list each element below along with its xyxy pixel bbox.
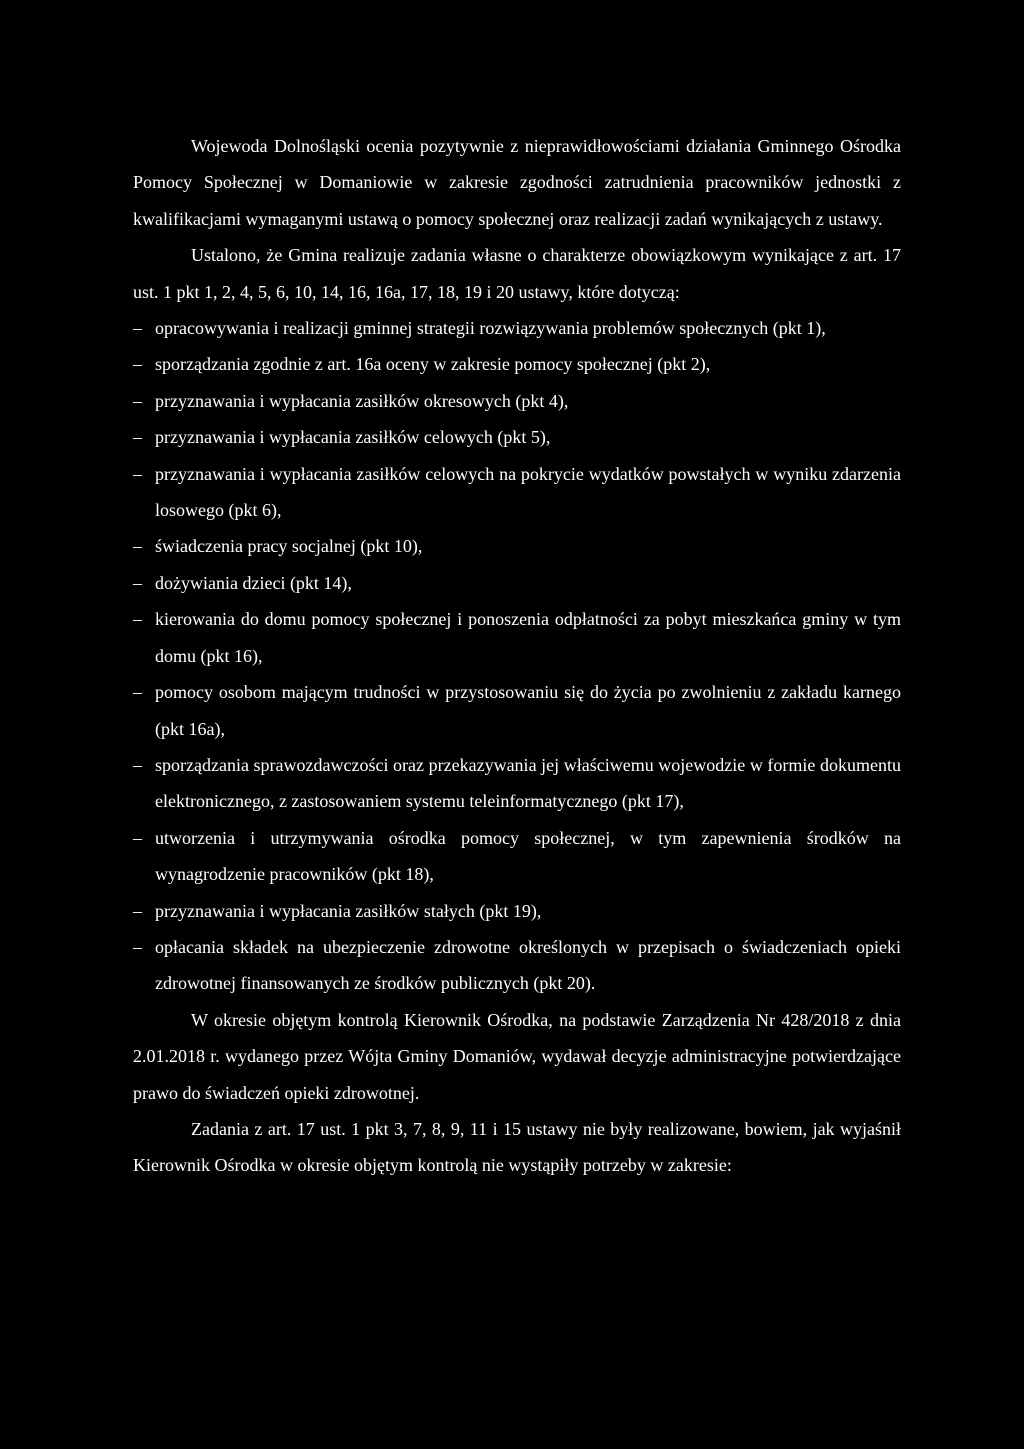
list-dash: – [133,900,142,921]
list-dash: – [133,609,142,630]
list-item [133,674,901,747]
list-dash: – [133,936,142,957]
list-item-text: przyznawania i wypłacania zasiłków stałych (pkt 19), [155,900,542,921]
list-item [133,820,901,893]
list-dash: – [133,572,142,593]
list-item-text: sporządzania sprawozdawczości oraz przekazywania jej właściwemu wojewodzie w formie dokumentu elektronicznego, z zastosowaniem systemu teleinformatycznego (pkt 17), [155,754,901,812]
list-item [133,346,901,382]
list-item [133,893,901,929]
document-page [133,128,901,1184]
list-dash: – [133,318,142,339]
list-dash: – [133,682,142,703]
list-item-text: świadczenia pracy socjalnej (pkt 10), [155,536,423,557]
paragraph-unrealized-tasks: Zadania z art. 17 ust. 1 pkt 3, 7, 8, 9, 11 i 15 ustawy nie były realizowane, bowiem, jak wyjaśnił Kierownik Ośrodka w okresie objętym kontrolą nie wystąpiły potrzeby w zakresie: [133,1118,901,1176]
task-list [133,310,901,1002]
list-item-text: utworzenia i utrzymywania ośrodka pomocy społecznej, w tym zapewnienia środków na wynagrodzenie pracowników (pkt 18), [155,827,901,885]
list-dash: – [133,390,142,411]
list-item-text: przyznawania i wypłacania zasiłków celowych (pkt 5), [155,427,551,448]
list-item-text: dożywiania dzieci (pkt 14), [155,572,352,593]
list-item-text: opłacania składek na ubezpieczenie zdrowotne określonych w przepisach o świadczeniach opieki zdrowotnej finansowanych ze środków publicznych (pkt 20). [155,936,901,994]
list-item-text: kierowania do domu pomocy społecznej i ponoszenia odpłatności za pobyt mieszkańca gminy w tym domu (pkt 16), [155,609,901,666]
list-dash: – [133,354,142,375]
paragraph-assessment: Wojewoda Dolnośląski ocenia pozytywnie z nieprawidłowościami działania Gminnego Ośrodka Pomocy Społecznej w Domaniowie w zakresie zgodności zatrudnienia pracowników jednostki z kwalifikacjami wymaganymi ustawą o pomocy społecznej oraz realizacji zadań wynikających z ustawy. [133,136,901,229]
list-item-text: przyznawania i wypłacania zasiłków celowych na pokrycie wydatków powstałych w wyniku zdarzenia losowego (pkt 6), [155,463,901,521]
list-item [133,565,901,601]
list-item [133,383,901,419]
list-dash: – [133,754,142,775]
list-item [133,310,901,346]
list-item [133,419,901,455]
list-item [133,528,901,564]
list-dash: – [133,827,142,848]
list-item [133,456,901,529]
list-item-text: przyznawania i wypłacania zasiłków okresowych (pkt 4), [155,390,569,411]
list-item-text: sporządzania zgodnie z art. 16a oceny w zakresie pomocy społecznej (pkt 2), [155,354,711,375]
list-item-text: pomocy osobom mającym trudności w przystosowaniu się do życia po zwolnieniu z zakładu karnego (pkt 16a), [155,682,901,739]
list-dash: – [133,536,142,557]
list-item [133,601,901,674]
list-item-text: opracowywania i realizacji gminnej strategii rozwiązywania problemów społecznych (pkt 1), [155,318,826,339]
paragraph-tasks-intro: Ustalono, że Gmina realizuje zadania własne o charakterze obowiązkowym wynikające z art. 17 ust. 1 pkt 1, 2, 4, 5, 6, 10, 14, 16, 16a, 17, 18, 19 i 20 ustawy, które dotyczą: [133,245,901,302]
list-item [133,747,901,820]
list-dash: – [133,427,142,448]
list-dash: – [133,463,142,484]
paragraph-decisions: W okresie objętym kontrolą Kierownik Ośrodka, na podstawie Zarządzenia Nr 428/2018 z dnia 2.01.2018 r. wydanego przez Wójta Gminy Domaniów, wydawał decyzje administracyjne potwierdzające prawo do świadczeń opieki zdrowotnej. [133,1009,901,1103]
list-item [133,929,901,1002]
